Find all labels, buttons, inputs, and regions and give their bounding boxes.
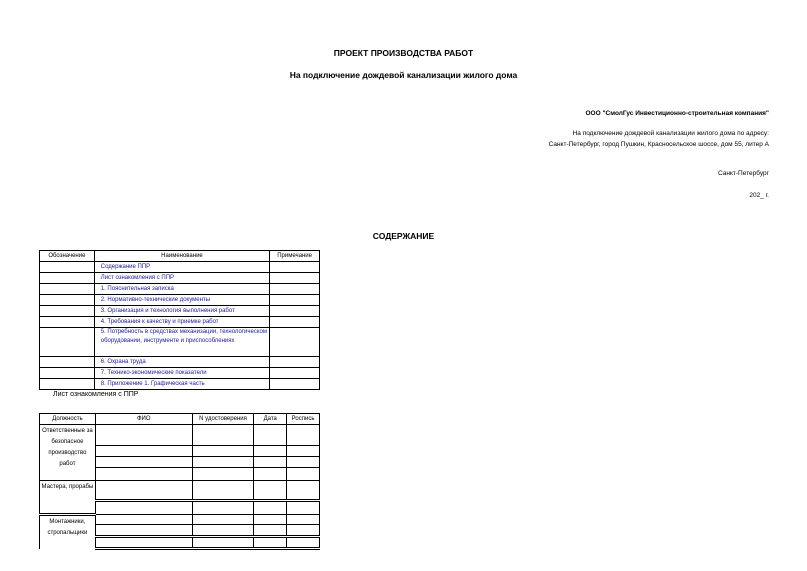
- role-responsible: Ответственные за безопасное производство работ: [40, 425, 96, 481]
- col-note: Примечание: [270, 251, 320, 262]
- contents-link[interactable]: 3. Организация и технология выполнения работ: [94, 306, 269, 317]
- role-installers: Монтажники, стропальщики: [40, 515, 96, 549]
- address-line-1: На подключение дождевой канализации жилого дома по адресу:: [572, 130, 769, 137]
- table-row: [40, 306, 320, 317]
- col-position: Должность: [40, 414, 96, 425]
- city: Санкт-Петербург: [718, 170, 769, 177]
- table-row: [40, 368, 320, 379]
- contents-table: [39, 250, 320, 390]
- company-name: ООО "СмолГус Инвестиционно-строительная компания": [585, 110, 769, 117]
- contents-link[interactable]: Лист ознакомления с ППР: [94, 273, 269, 284]
- contents-link[interactable]: Содержание ППР: [94, 262, 269, 273]
- contents-header-row: [40, 251, 320, 262]
- table-row: [40, 481, 320, 501]
- col-signature: Роспись: [287, 414, 320, 425]
- contents-link[interactable]: 7. Технико-экономические показатели: [94, 368, 269, 379]
- contents-heading: СОДЕРЖАНИЕ: [372, 231, 435, 241]
- contents-link[interactable]: 4. Требования к качеству и приемке работ: [94, 317, 269, 328]
- col-certificate: N удостоверения: [192, 414, 254, 425]
- table-row: [40, 379, 320, 390]
- contents-link[interactable]: 8. Приложение 1. Графическая часть: [94, 379, 269, 390]
- table-row: [40, 425, 320, 446]
- address-line-2: Санкт-Петербург, город Пушкин, Красносельское шоссе, дом 55, литер А: [548, 141, 769, 148]
- acknowledgement-caption: Лист ознакомления с ППР: [53, 391, 139, 398]
- table-row: [40, 515, 320, 525]
- contents-link[interactable]: 1. Пояснительная записка: [94, 284, 269, 295]
- table-row: [40, 357, 320, 368]
- table-row: [40, 317, 320, 328]
- table-row: [40, 273, 320, 284]
- role-foremen: Мастера, прорабы: [40, 481, 96, 515]
- acknowledgement-table: [39, 413, 320, 550]
- contents-link[interactable]: 6. Охрана труда: [94, 357, 269, 368]
- document-title: ПРОЕКТ ПРОИЗВОДСТВА РАБОТ: [333, 48, 474, 58]
- col-name: Наименование: [94, 251, 269, 262]
- table-row: [40, 284, 320, 295]
- col-date: Дата: [254, 414, 287, 425]
- col-full-name: ФИО: [95, 414, 192, 425]
- contents-link[interactable]: 5. Потребность в средствах механизации, технологическом оборудовании, инструменте и приспособлениях: [94, 328, 269, 357]
- contents-link[interactable]: 2. Нормативно-технические документы: [94, 295, 269, 306]
- acknowledgement-header-row: [40, 414, 320, 425]
- table-row: [40, 295, 320, 306]
- document-subtitle: На подключение дождевой канализации жилого дома: [289, 70, 518, 80]
- table-row: [40, 262, 320, 273]
- year: 202_ г.: [749, 192, 769, 199]
- col-designation: Обозначение: [40, 251, 95, 262]
- table-row: [40, 328, 320, 357]
